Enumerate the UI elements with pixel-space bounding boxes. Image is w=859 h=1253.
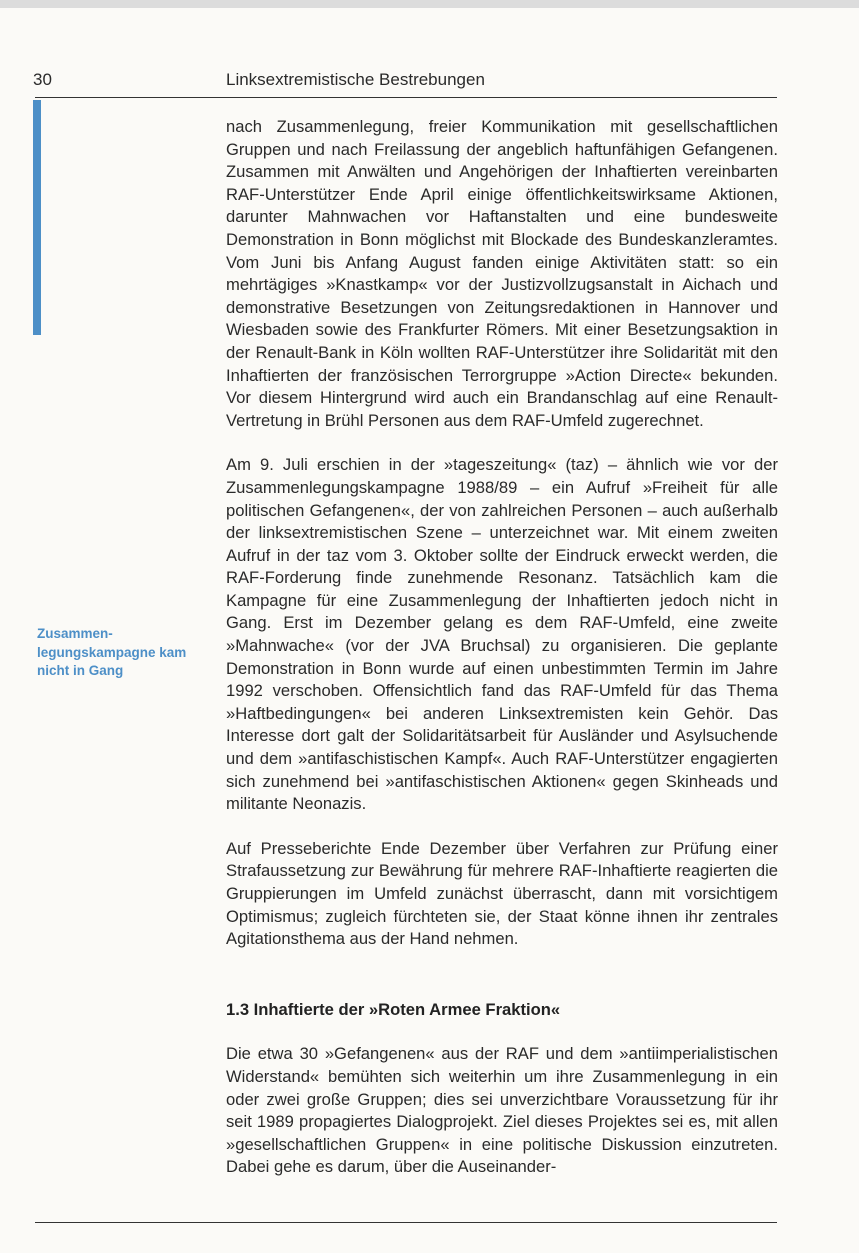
chapter-marker-bar <box>33 100 41 335</box>
margin-note: Zusammen-legungskampagne kam nicht in Gang <box>37 626 187 678</box>
section-heading: 1.3 Inhaftierte der »Roten Armee Fraktion« <box>226 999 561 1019</box>
page-number: 30 <box>33 70 52 89</box>
footer-rule <box>35 1222 777 1223</box>
paragraph-2: Am 9. Juli erschien in der »tageszeitung« (taz) – ähnlich wie vor der Zusammenlegungskampagne 1988/89 – ein Aufruf »Freiheit für alle politischen Gefangenen«, der von zahlreichen Personen – auch außerhalb der linksextremistischen Szene – unterzeichnet war. Mit einem zweiten Aufruf in der taz vom 3. Oktober sollte der Eindruck erweckt werden, die RAF-Forderung finde zunehmende Resonanz. Tatsächlich kam die Kampagne für eine Zusammenlegung der Inhaftierten jedoch nicht in Gang. Erst im Dezember gelang es dem RAF-Umfeld, eine zweite »Mahnwache« (vor der JVA Bruchsal) zu organisieren. Die geplante Demonstration in Bonn wurde auf einen unbestimmten Termin im Jahre 1992 verschoben. Offensichtlich fand das RAF-Umfeld für das Thema »Haftbedingungen« bei anderen Linksextremisten kein Gehör. Das Interesse dort galt der Solidaritätsarbeit für Ausländer und Asylsuchende und dem »antifaschistischen Kampf«. Auch RAF-Unterstützer engagierten sich zunehmend bei »antifaschistischen Aktionen« gegen Skinheads und militante Neonazis. <box>226 455 778 814</box>
body-text <box>226 116 778 1201</box>
paragraph-3: Auf Presseberichte Ende Dezember über Verfahren zur Prüfung einer Strafaussetzung zur Bewährung für mehrere RAF-Inhaftierte reagierten die Gruppierungen im Umfeld zunächst überrascht, dann mit vorsichtigem Optimismus; zugleich fürchteten sie, der Staat könne ihnen ihr zentrales Agitationsthema aus der Hand nehmen. <box>226 838 778 949</box>
section-paragraph: Die etwa 30 »Gefangenen« aus der RAF und dem »antiimperialistischen Widerstand« bemühten sich weiterhin um ihre Zusammenlegung in ein oder zwei große Gruppen; dies sei unverzichtbare Voraussetzung für ihr seit 1989 propagiertes Dialogprojekt. Ziel dieses Projektes sei es, mit allen »gesellschaftlichen Gruppen« in eine politische Diskussion einzutreten. Dabei gehe es darum, über die Auseinander- <box>226 1044 778 1177</box>
header-rule <box>35 97 777 98</box>
scan-top-edge <box>0 0 859 8</box>
running-head: Linksextremistische Bestrebungen <box>226 70 485 89</box>
paragraph-1: nach Zusammenlegung, freier Kommunikation mit gesellschaftlichen Gruppen und nach Freilassung der angeblich haftunfähigen Gefangenen. Zusammen mit Anwälten und Angehörigen der Inhaftierten vereinbarten RAF-Unterstützer Ende April einige öffentlichkeitswirksame Aktionen, darunter Mahnwachen vor Haftanstalten und eine bundesweite Demonstration in Bonn möglichst mit Blockade des Bundeskanzleramtes. Vom Juni bis Anfang August fanden einige Aktivitäten statt: so ein mehrtägiges »Knastkamp« vor der Justizvollzugsanstalt in Aichach und demonstrative Besetzungen von Zeitungsredaktionen in Hannover und Wiesbaden sowie des Frankfurter Römers. Mit einer Besetzungsaktion in der Renault-Bank in Köln wollten RAF-Unterstützer ihre Solidarität mit den Inhaftierten der französischen Terrorgruppe »Action Directe« bekunden. Vor diesem Hintergrund wird auch ein Brandanschlag auf eine Renault-Vertretung in Brühl Personen aus dem RAF-Umfeld zugerechnet. <box>226 117 778 430</box>
